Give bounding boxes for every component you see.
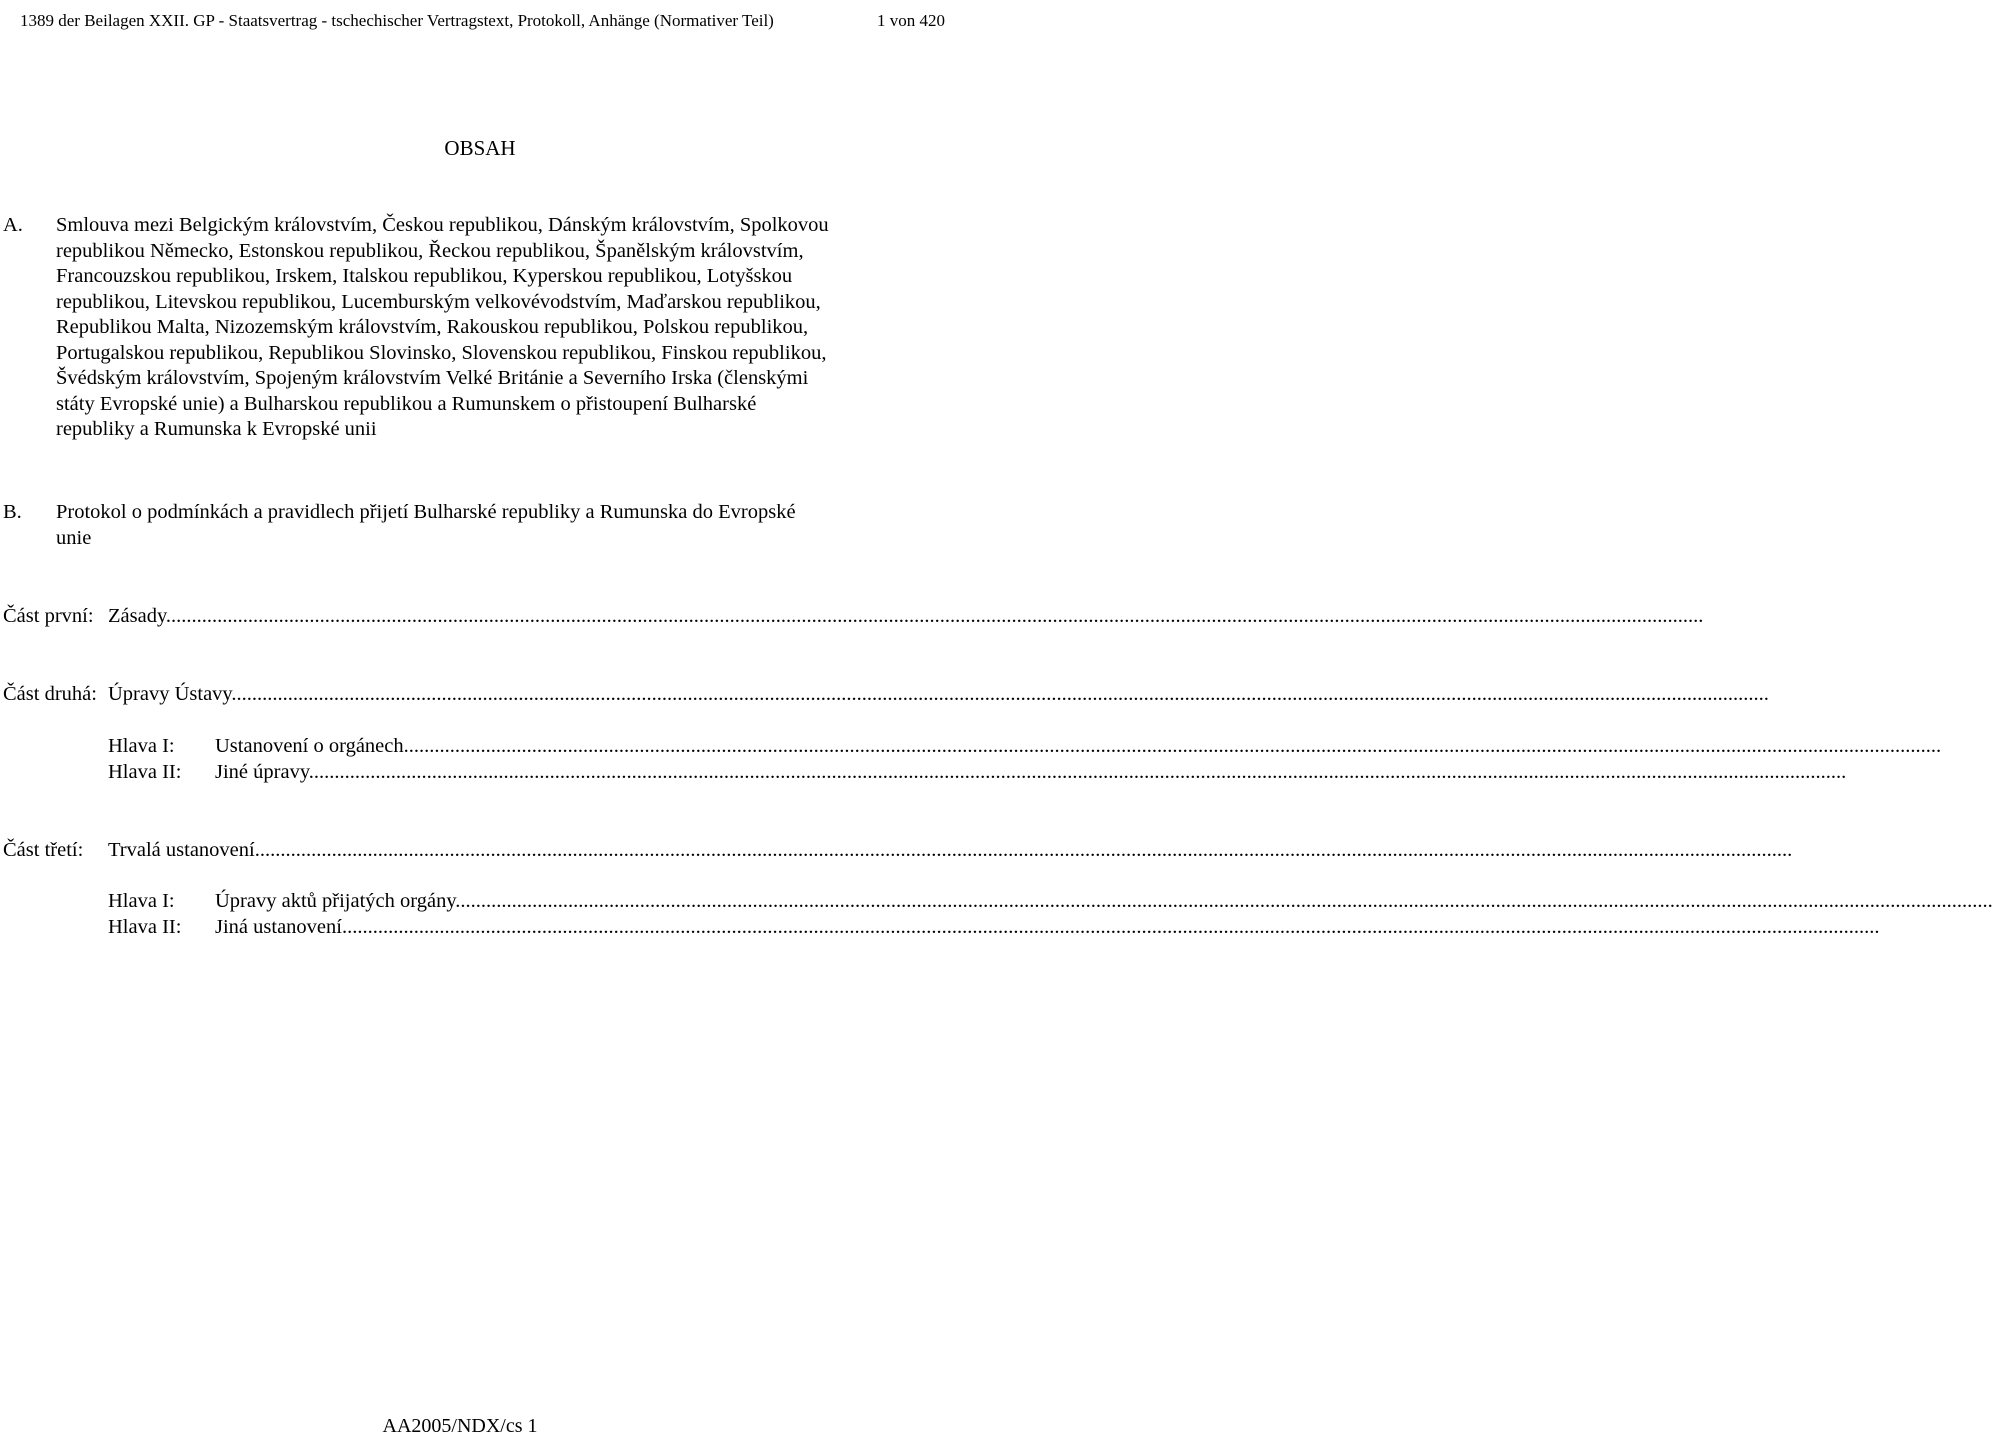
- section-a-line: republiky a Rumunska k Evropské unii: [56, 418, 377, 440]
- toc-label: Hlava I:: [108, 890, 175, 912]
- section-a-line: Portugalskou republikou, Republikou Slovinsko, Slovenskou republikou, Finskou republikou,: [56, 341, 827, 364]
- section-a-line: Republikou Malta, Nizozemským královstvím, Rakouskou republikou, Polskou republikou,: [56, 316, 809, 338]
- header-page-number: 1 von 420: [877, 11, 945, 30]
- toc-label: Hlava II:: [108, 761, 182, 783]
- section-b-line: unie: [56, 526, 92, 549]
- page-title: OBSAH: [444, 136, 516, 160]
- toc-entry-part3-hlava1[interactable]: [0, 889, 1993, 915]
- section-b-text: [56, 500, 916, 551]
- section-b-line: Protokol o podmínkách a pravidlech přijetí Bulharské republiky a Rumunska do Evropské: [56, 501, 796, 523]
- section-b-mark: B.: [3, 501, 22, 523]
- section-a-mark: A.: [3, 214, 23, 236]
- section-a-line: státy Evropské unie) a Bulharskou republikou a Rumunskem o přistoupení Bulharské: [56, 392, 757, 415]
- section-a-text: [56, 213, 916, 443]
- section-a-line: Švédským královstvím, Spojeným královstvím Velké Británie a Severního Irska (členskými: [56, 367, 809, 389]
- toc-entry-text: Jiná ustanovení............................................................................................................................................................................................................................................................................................................: [215, 916, 1880, 938]
- toc-entry-part2[interactable]: [0, 682, 1769, 708]
- toc-entry-part3-hlava2[interactable]: [0, 915, 1880, 941]
- toc-entry-part2-hlava2[interactable]: [0, 760, 1847, 786]
- toc-label: Hlava I:: [108, 735, 175, 757]
- section-a-line: republikou, Litevskou republikou, Lucemburským velkovévodstvím, Maďarskou republikou,: [56, 290, 821, 313]
- page-footer: AA2005/NDX/cs 1: [382, 1415, 538, 1437]
- header-document-title: 1389 der Beilagen XXII. GP - Staatsvertrag - tschechischer Vertragstext, Protokoll, Anhänge (Normativer Teil): [20, 11, 774, 30]
- toc-entry-text: Jiné úpravy............................................................................................................................................................................................................................................................................................................: [215, 761, 1847, 783]
- section-a-line: Smlouva mezi Belgickým královstvím, Českou republikou, Dánským královstvím, Spolkovou: [56, 214, 829, 236]
- toc-label: Hlava II:: [108, 916, 182, 938]
- toc-entry-part3[interactable]: [0, 838, 1793, 864]
- toc-label: Část třetí:: [3, 839, 84, 861]
- toc-entry-text: Ustanovení o orgánech............................................................................................................................................................................................................................................................................................................: [215, 735, 1942, 757]
- toc-entry-part2-hlava1[interactable]: [0, 734, 1942, 760]
- section-a-line: Francouzskou republikou, Irskem, Italskou republikou, Kyperskou republikou, Lotyšskou: [56, 265, 793, 287]
- section-a-line: republikou Německo, Estonskou republikou, Řeckou republikou, Španělským královstvím,: [56, 239, 804, 262]
- toc-entry-text: Úpravy aktů přijatých orgány............................................................................................................................................................................................................................................................................................................: [215, 890, 1993, 912]
- toc-entry-text: Úpravy Ústavy............................................................................................................................................................................................................................................................................................................: [108, 683, 1769, 705]
- toc-entry-text: Zásady............................................................................................................................................................................................................................................................................................................: [108, 605, 1704, 627]
- toc-entry-part1[interactable]: [0, 604, 1704, 630]
- toc-label: Část první:: [3, 605, 94, 627]
- toc-label: Část druhá:: [3, 683, 97, 705]
- toc-entry-text: Trvalá ustanovení............................................................................................................................................................................................................................................................................................................: [108, 839, 1793, 861]
